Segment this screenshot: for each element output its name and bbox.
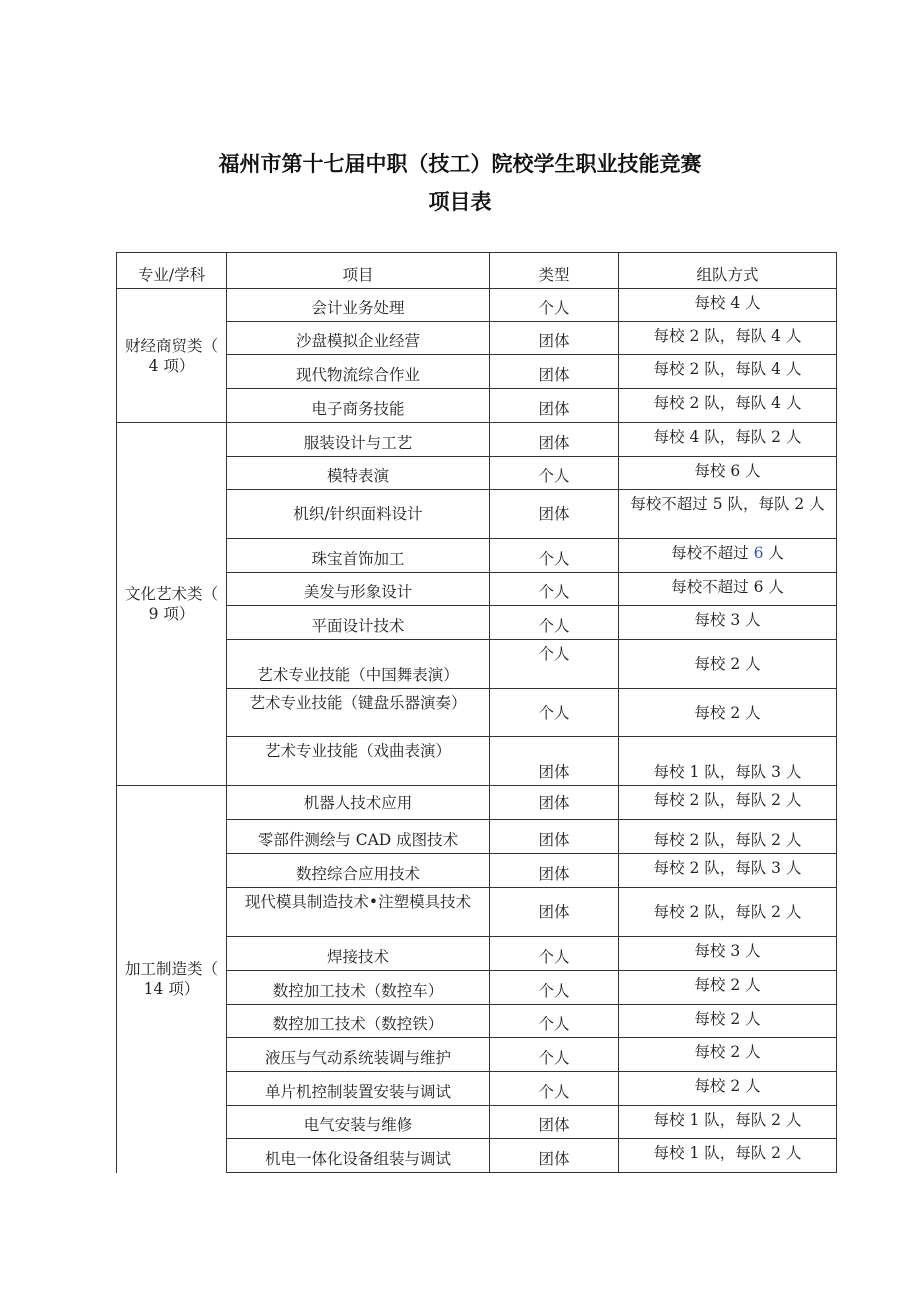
team-cell: 每校 2 人 — [619, 1038, 837, 1072]
project-cell: 美发与形象设计 — [227, 573, 490, 606]
project-cell: 现代物流综合作业 — [227, 355, 490, 389]
category-count: 4 项） — [148, 356, 195, 375]
team-text: 人 — [763, 544, 784, 562]
team-cell: 每校 4 人 — [619, 289, 837, 322]
project-cell: 单片机控制装置安装与调试 — [227, 1072, 490, 1106]
team-cell: 每校 2 队，每队 4 人 — [619, 355, 837, 389]
project-cell: 机电一体化设备组装与调试 — [227, 1139, 490, 1173]
type-cell: 团体 — [490, 888, 619, 937]
document-title: 福州市第十七届中职（技工）院校学生职业技能竞赛 — [218, 152, 702, 176]
team-cell: 每校 3 人 — [619, 937, 837, 971]
team-cell: 每校不超过 5 队，每队 2 人 — [619, 490, 837, 539]
table-row — [117, 786, 837, 820]
type-cell: 团体 — [490, 1139, 619, 1173]
team-cell: 每校 1 队，每队 2 人 — [619, 1139, 837, 1173]
team-cell: 每校 2 队，每队 3 人 — [619, 854, 837, 888]
category-cell — [117, 289, 227, 423]
type-cell: 团体 — [490, 423, 619, 457]
header-team-format: 组队方式 — [619, 253, 837, 289]
team-cell: 每校 2 人 — [619, 1005, 837, 1038]
type-cell: 个人 — [490, 539, 619, 573]
header-project: 项目 — [227, 253, 490, 289]
type-cell: 团体 — [490, 490, 619, 539]
project-cell: 艺术专业技能（中国舞表演） — [227, 640, 490, 689]
project-cell: 平面设计技术 — [227, 606, 490, 640]
type-cell: 个人 — [490, 1005, 619, 1038]
project-cell: 液压与气动系统装调与维护 — [227, 1038, 490, 1072]
team-cell: 每校 2 人 — [619, 640, 837, 689]
table-row — [117, 423, 837, 457]
team-cell: 每校 2 人 — [619, 1072, 837, 1106]
project-cell: 机器人技术应用 — [227, 786, 490, 820]
project-cell: 焊接技术 — [227, 937, 490, 971]
type-cell: 团体 — [490, 737, 619, 786]
team-cell: 每校 2 队，每队 2 人 — [619, 820, 837, 854]
team-cell: 每校 2 队，每队 2 人 — [619, 786, 837, 820]
header-type: 类型 — [490, 253, 619, 289]
type-cell: 个人 — [490, 457, 619, 490]
team-cell: 每校 1 队，每队 3 人 — [619, 737, 837, 786]
project-cell: 沙盘模拟企业经营 — [227, 322, 490, 355]
type-cell: 个人 — [490, 1038, 619, 1072]
type-cell: 团体 — [490, 820, 619, 854]
type-cell: 个人 — [490, 1072, 619, 1106]
team-cell: 每校 2 人 — [619, 689, 837, 737]
team-cell: 每校 2 队，每队 4 人 — [619, 322, 837, 355]
project-cell: 艺术专业技能（戏曲表演） — [227, 737, 490, 786]
type-cell: 个人 — [490, 937, 619, 971]
project-cell: 珠宝首饰加工 — [227, 539, 490, 573]
team-cell: 每校 4 队，每队 2 人 — [619, 423, 837, 457]
type-cell: 团体 — [490, 322, 619, 355]
project-cell: 艺术专业技能（键盘乐器演奏） — [227, 689, 490, 737]
type-cell: 个人 — [490, 971, 619, 1005]
type-cell: 团体 — [490, 854, 619, 888]
type-cell: 个人 — [490, 689, 619, 737]
team-cell: 每校不超过 6 人 — [619, 573, 837, 606]
project-cell: 现代模具制造技术•注塑模具技术 — [227, 888, 490, 937]
project-cell: 零部件测绘与 CAD 成图技术 — [227, 820, 490, 854]
type-cell: 团体 — [490, 355, 619, 389]
project-cell: 数控加工技术（数控铁） — [227, 1005, 490, 1038]
document-subtitle: 项目表 — [428, 190, 492, 214]
table-header-row — [117, 253, 837, 289]
team-count-highlight: 6 — [753, 544, 764, 562]
type-cell: 团体 — [490, 786, 619, 820]
project-cell: 电子商务技能 — [227, 389, 490, 423]
category-name: 财经商贸类（ — [124, 336, 218, 355]
team-cell: 每校 1 队，每队 2 人 — [619, 1106, 837, 1139]
team-cell: 每校 2 队，每队 4 人 — [619, 389, 837, 423]
type-cell: 团体 — [490, 1106, 619, 1139]
category-count: 9 项） — [148, 605, 195, 623]
project-cell: 数控综合应用技术 — [227, 854, 490, 888]
team-cell: 每校 2 队，每队 2 人 — [619, 888, 837, 937]
project-cell: 会计业务处理 — [227, 289, 490, 322]
category-cell — [117, 786, 227, 1173]
project-cell: 机织/针织面料设计 — [227, 490, 490, 539]
team-text: 每校不超过 — [671, 544, 754, 562]
project-cell: 服装设计与工艺 — [227, 423, 490, 457]
type-cell: 个人 — [490, 289, 619, 322]
project-cell: 数控加工技术（数控车） — [227, 971, 490, 1005]
project-cell: 电气安装与维修 — [227, 1106, 490, 1139]
header-major: 专业/学科 — [117, 253, 227, 289]
category-count: 14 项） — [143, 980, 200, 999]
category-cell — [117, 423, 227, 786]
type-cell: 个人 — [490, 606, 619, 640]
type-cell: 团体 — [490, 389, 619, 423]
competition-projects-table — [116, 252, 837, 1173]
team-cell: 每校 3 人 — [619, 606, 837, 640]
team-cell: 每校 2 人 — [619, 971, 837, 1005]
team-cell — [619, 539, 837, 573]
table-row — [117, 289, 837, 322]
project-cell: 模特表演 — [227, 457, 490, 490]
category-name: 加工制造类（ — [124, 960, 218, 979]
category-name: 文化艺术类（ — [124, 585, 218, 603]
type-cell: 个人 — [490, 640, 619, 689]
team-cell: 每校 6 人 — [619, 457, 837, 490]
type-cell: 个人 — [490, 573, 619, 606]
